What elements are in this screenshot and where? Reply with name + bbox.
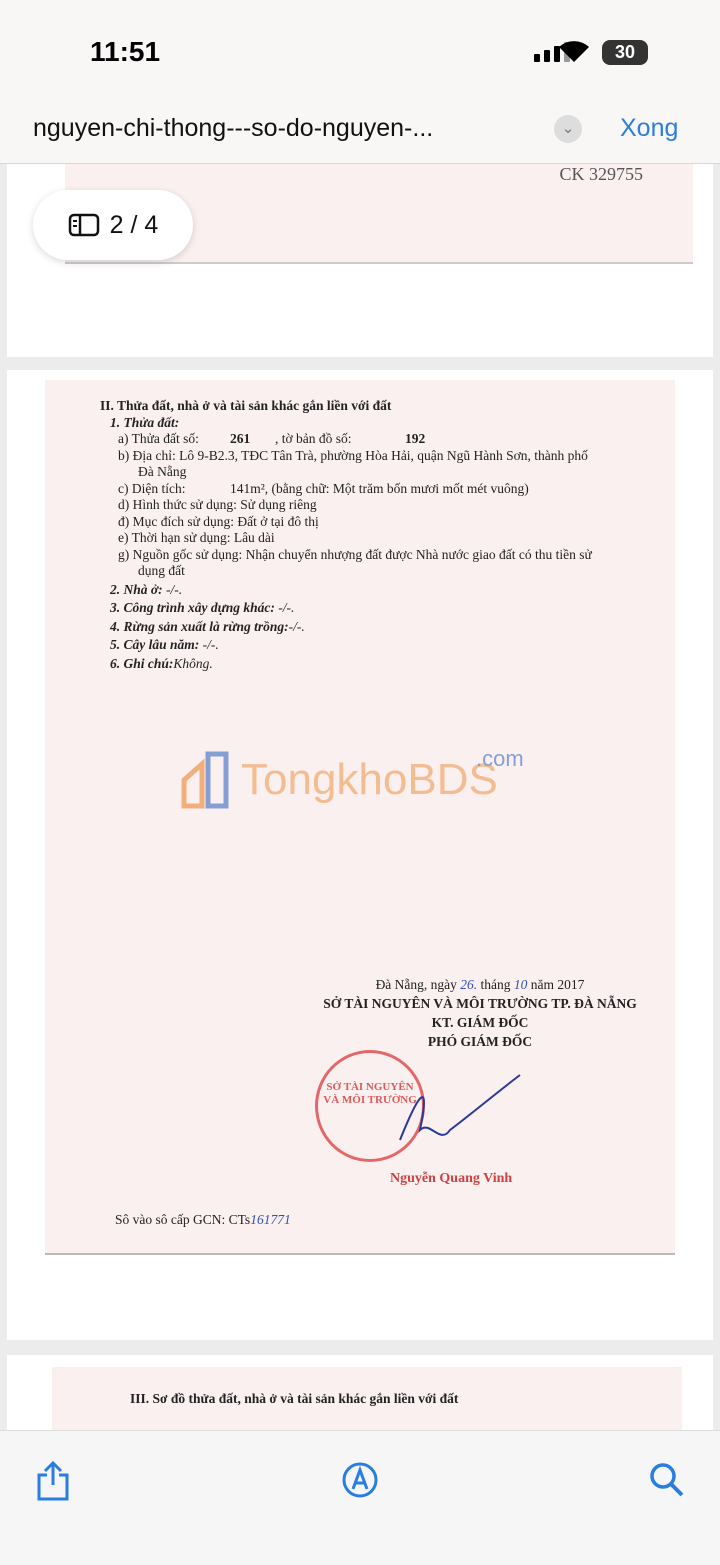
date-label: Đà Nẵng, ngày xyxy=(375,977,457,992)
label: 2. Nhà ở: xyxy=(110,581,163,597)
plot-number: 261 xyxy=(230,431,251,446)
usage-purpose: đ) Mục đích sử dụng: Đất ở tại đô thị xyxy=(118,513,319,529)
usage-term: e) Thời hạn sử dụng: Lâu dài xyxy=(118,530,275,545)
bottom-toolbar xyxy=(0,1430,720,1565)
title-deputy: PHÓ GIÁM ĐỐC xyxy=(427,1034,533,1049)
serial-number: CK 329755 xyxy=(559,164,643,184)
value: -/-. xyxy=(274,600,295,615)
battery-icon: 30 xyxy=(602,40,648,65)
label: 6. Ghi chú: xyxy=(110,655,174,671)
heading-land-plot: 1. Thửa đất: xyxy=(110,414,180,430)
watermark-logo xyxy=(180,746,524,810)
stamp-text: SỞ TÀI NGUYÊN VÀ MÔI TRƯỜNG xyxy=(323,1081,417,1106)
chevron-down-icon[interactable]: ⌄ xyxy=(554,115,582,143)
wifi-icon xyxy=(557,38,591,64)
handwritten-signature xyxy=(380,1070,530,1150)
value: -/-. xyxy=(288,618,305,634)
document-title[interactable]: nguyen-chi-thong---so-do-nguyen-... xyxy=(33,114,434,142)
value: 161771 xyxy=(250,1212,291,1227)
map-number: 192 xyxy=(405,431,426,446)
label: 4. Rừng sản xuất là rừng trồng: xyxy=(110,618,289,634)
label: tháng xyxy=(480,977,511,992)
clock: 11:51 xyxy=(90,36,161,67)
month: 10 xyxy=(513,977,528,992)
label: a) Thửa đất số: xyxy=(118,431,199,446)
address-cont: Đà Nẵng xyxy=(138,464,187,479)
usage-origin: g) Nguồn gốc sử dụng: Nhận chuyển nhượng đất được Nhà nước giao đất có thu tiền sử xyxy=(118,546,592,562)
usage-form: d) Hình thức sử dụng: Sử dụng riêng xyxy=(118,497,317,512)
label: Sô vào sô cấp GCN: CTs xyxy=(115,1212,251,1227)
usage-origin-cont: dụng đất xyxy=(138,563,185,578)
search-icon[interactable] xyxy=(648,1461,686,1499)
house-logo-icon xyxy=(180,750,235,810)
section-title: III. Sơ đồ thửa đất, nhà ở và tài sản khác gắn liền với đất xyxy=(130,1391,459,1406)
day: 26. xyxy=(460,977,478,992)
share-icon[interactable] xyxy=(35,1461,71,1501)
section-title: II. Thửa đất, nhà ở và tài sản khác gắn liền với đất xyxy=(100,398,392,413)
year: năm 2017 xyxy=(530,977,585,992)
address: b) Địa chỉ: Lô 9-B2.3, TĐC Tân Trà, phường Hòa Hải, quận Ngũ Hành Sơn, thành phố xyxy=(118,447,588,463)
signer-name: Nguyễn Quang Vinh xyxy=(390,1171,513,1186)
value: -/-. xyxy=(199,637,219,652)
certificate-content xyxy=(100,398,660,672)
watermark-suffix: .com xyxy=(476,746,524,771)
page-number: 2 / 4 xyxy=(109,210,159,239)
label: c) Diện tích: xyxy=(118,480,186,496)
markup-icon[interactable] xyxy=(341,1461,379,1499)
sidebar-icon xyxy=(68,213,100,237)
watermark-brand: TongkhoBDS xyxy=(241,755,498,804)
pdf-page-3 xyxy=(7,1355,713,1435)
agency: SỞ TÀI NGUYÊN VÀ MÔI TRƯỜNG TP. ĐÀ NẴNG xyxy=(323,996,637,1011)
value: -/-. xyxy=(162,581,183,597)
plot-number-row xyxy=(100,431,660,448)
page-indicator[interactable] xyxy=(33,190,193,260)
signature-block xyxy=(300,977,660,1050)
area: 141m², (bằng chữ: Một trăm bốn mươi mốt mét vuông) xyxy=(230,480,529,496)
label: 3. Công trình xây dựng khác: xyxy=(110,600,275,615)
value: Không. xyxy=(173,655,213,671)
register-number xyxy=(115,1212,291,1228)
title-bar xyxy=(0,100,720,164)
label: 5. Cây lâu năm: xyxy=(110,637,200,652)
status-bar xyxy=(0,0,720,100)
label: , tờ bản đồ số: xyxy=(275,431,352,446)
title-kt: KT. GIÁM ĐỐC xyxy=(431,1015,529,1030)
done-button[interactable]: Xong xyxy=(620,114,679,142)
